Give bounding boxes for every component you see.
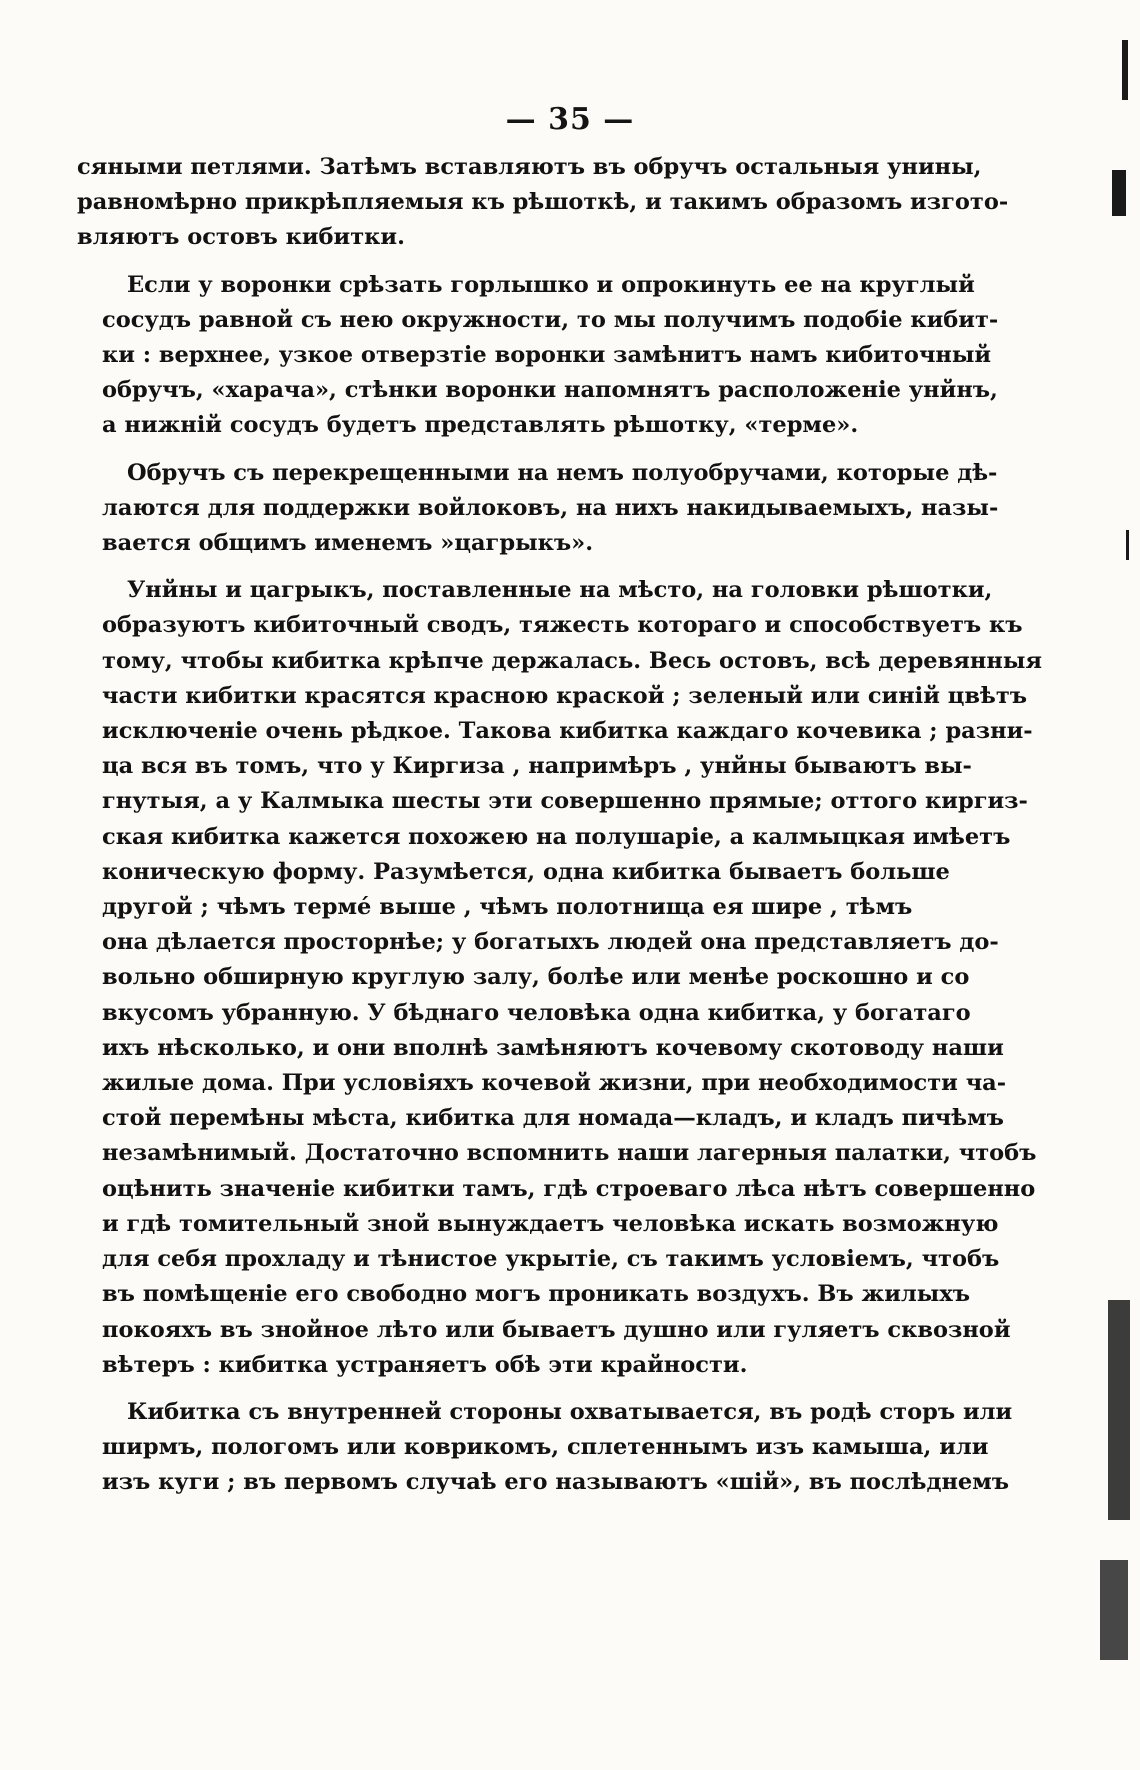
text-line: части кибитки красятся красною краской ; зеленый или синій цвѣтъ <box>102 682 1028 709</box>
text-line: сосудъ равной съ нею окружности, то мы получимъ подобіе кибит- <box>102 306 999 333</box>
text-line: незамѣнимый. Достаточно вспомнить наши лагерныя палатки, чтобъ <box>102 1140 1037 1167</box>
text-line: коническую форму. Разумѣется, одна кибитка бываетъ больше <box>102 858 950 885</box>
paragraph-4 <box>77 573 1042 1383</box>
text-line: и гдѣ томительный зной вынуждаетъ человѣка искать возможную <box>102 1210 999 1237</box>
scan-edge-artifact <box>1112 170 1126 216</box>
text-line: ширмъ, пологомъ или коврикомъ, сплетеннымъ изъ камыша, или <box>102 1434 989 1461</box>
text-line: Если у воронки срѣзать горлышко и опрокинуть ее на круглый <box>127 271 975 298</box>
text-line: вкусомъ убранную. У бѣднаго человѣка одна кибитка, у богатаго <box>102 999 971 1026</box>
text-line: Обручъ съ перекрещенными на немъ полуобручами, которые дѣ- <box>127 459 998 486</box>
paragraph-3 <box>77 456 999 562</box>
text-line: а нижній сосудъ будетъ представлять рѣшотку, «терме». <box>102 412 859 439</box>
scan-edge-artifact <box>1122 40 1128 100</box>
text-line: ца вся въ томъ, что у Киргиза , напримѣръ , унйны бываютъ вы- <box>102 753 972 780</box>
text-line: Унйны и цагрыкъ, поставленные на мѣсто, на головки рѣшотки, <box>127 577 993 604</box>
page-number: — 35 — <box>505 102 635 137</box>
text-line: стой перемѣны мѣста, кибитка для номада—кладъ, и кладъ пичѣмъ <box>102 1105 1004 1132</box>
text-line: образуютъ кибиточный сводъ, тяжесть котораго и способствуетъ къ <box>102 612 1023 639</box>
text-line: вается общимъ именемъ »цагрыкъ». <box>102 530 594 557</box>
text-line: исключеніе очень рѣдкое. Такова кибитка каждаго кочевика ; разни- <box>102 718 1033 745</box>
text-line: Кибитка съ внутренней стороны охватывается, въ родѣ сторъ или <box>127 1398 1013 1425</box>
paragraph-2 <box>77 268 999 444</box>
text-line: оцѣнить значеніе кибитки тамъ, гдѣ строеваго лѣса нѣтъ совершенно <box>102 1175 1036 1202</box>
text-line: гнутыя, а у Калмыка шесты эти совершенно прямые; оттого киргиз- <box>102 788 1028 815</box>
text-line: вляютъ остовъ кибитки. <box>77 224 405 251</box>
text-line: въ помѣщеніе его свободно могъ проникать воздухъ. Въ жилыхъ <box>102 1281 971 1308</box>
scan-edge-artifact <box>1108 1300 1130 1520</box>
text-line: ихъ нѣсколько, и они вполнѣ замѣняютъ кочевому скотоводу наши <box>102 1034 1004 1061</box>
text-line: изъ куги ; въ первомъ случаѣ его называютъ «шій», въ послѣднемъ <box>102 1469 1010 1496</box>
scan-edge-artifact <box>1100 1560 1128 1660</box>
text-line: лаются для поддержки войлоковъ, на нихъ накидываемыхъ, назы- <box>102 494 999 521</box>
text-line: тому, чтобы кибитка крѣпче держалась. Весь остовъ, всѣ деревянныя <box>102 647 1042 674</box>
text-line: она дѣлается просторнѣе; у богатыхъ людей она представляетъ до- <box>102 929 999 956</box>
paragraph-1 <box>77 150 1009 256</box>
text-line: другой ; чѣмъ термé выше , чѣмъ полотнища ея шире , тѣмъ <box>102 894 913 921</box>
text-line: вѣтеръ : кибитка устраняетъ обѣ эти крайности. <box>102 1351 748 1378</box>
text-line: вольно обширную круглую залу, болѣе или менѣе роскошно и со <box>102 964 970 991</box>
text-line: обручъ, «харача», стѣнки воронки напомнятъ расположеніе унйнъ, <box>102 377 998 404</box>
scan-edge-artifact <box>1126 530 1129 560</box>
text-line: покояхъ въ знойное лѣто или бываетъ душно или гуляетъ сквозной <box>102 1316 1011 1343</box>
text-line: жилые дома. При условіяхъ кочевой жизни, при необходимости ча- <box>102 1070 1007 1097</box>
text-line: для себя прохладу и тѣнистое укрытіе, съ такимъ условіемъ, чтобъ <box>102 1246 1000 1273</box>
text-line: сяными петлями. Затѣмъ вставляютъ въ обручъ остальныя унины, <box>77 154 982 180</box>
text-line: ки : верхнее, узкое отверзтіе воронки замѣнитъ намъ кибиточный <box>102 342 992 369</box>
body-text <box>77 150 1042 1513</box>
text-line: ская кибитка кажется похожею на полушаріе, а калмыцкая имѣетъ <box>102 823 1011 850</box>
paragraph-5 <box>77 1395 1013 1501</box>
text-line: равномѣрно прикрѣпляемыя къ рѣшоткѣ, и такимъ образомъ изгото- <box>77 189 1009 216</box>
